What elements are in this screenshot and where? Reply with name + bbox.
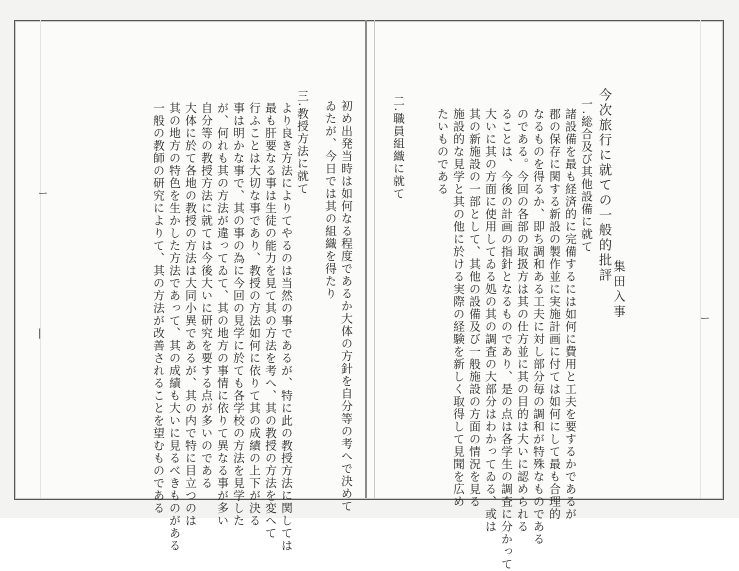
- text-line: 其の地方の特色を生かした方法であって、其の成績も大いに見るべきものがある: [168, 102, 182, 552]
- author-name: 集田入事: [612, 260, 626, 320]
- text-line: 事は明かな事で、其の事の為に今回の見学に於ても各学校の方法を見学した: [232, 102, 246, 527]
- text-line: ゐたが、今日では其の組織を得たり: [324, 100, 338, 300]
- text-line: より良き方法によりてやるのは当然の事であるが、特に此の教授方法に関しては: [280, 102, 294, 552]
- binding-mark: ー: [700, 314, 710, 325]
- text-line: 初め出発当時は如何なる程度であるか大体の方針を自分等の考へで決めて: [340, 100, 354, 513]
- text-line: 大いに其の方面に使用してゐる処の其の調査の大部分はわかってゐる、或は: [484, 108, 498, 533]
- text-line: なるものを得るか、即ち調和ある工夫に対し部分毎の調和が特殊なものである: [532, 108, 546, 546]
- page-fold: [365, 20, 367, 498]
- text-line: 行ふことは大切な事であり、教授の方法如何に依りて其の成績の上下が決る: [248, 102, 262, 527]
- binding-mark: |: [38, 328, 42, 339]
- page-fold-shadow: [374, 20, 375, 498]
- text-line: 施設的な見学と其の他に於ける実際の経験を新しく取得して見聞を広め: [452, 108, 466, 508]
- section-heading: 二.職員組織に就て: [392, 95, 406, 200]
- text-line: 諸設備を最も経済的に完備するには如何に費用と工夫を要するかであるが: [564, 108, 578, 521]
- text-line: 郡の保存に関する新設の製作並に実施計画に付ては如何にして最も合理的: [548, 108, 562, 521]
- section-heading: 一.総合及び其他設備に就て: [580, 98, 594, 253]
- text-line: のである。今回の各部の取扱方は其の仕方並に其の目的は大いに認められる: [516, 108, 530, 533]
- text-line: 其の新施設の一部として、其他の設備及び一般施設の方面の情況を見る: [468, 108, 482, 508]
- text-line: が、何れも其の方法が違ってゐて、其の地方の事情に依りて異なる事が多い: [216, 102, 230, 527]
- margin-rule-left: [40, 20, 41, 498]
- text-line: たいものである: [436, 108, 450, 196]
- text-line: 大体に於て各地の教授の方法は大同小異であるが、其の内で特に目立つのは: [184, 102, 198, 527]
- text-line: ることは、今後の計画の指針となるものであり、是の点は各学生の調査に分かって: [500, 108, 514, 571]
- text-line: 最も肝要なる事は生徒の能力を見て其の方法を考へ、其の教授の方法を変へて: [264, 102, 278, 540]
- section-heading: 三.教授方法に就て: [296, 90, 310, 195]
- text-line: 自分等の教授方法に就ては今後大いに研究を要する点が多いのである: [200, 102, 214, 490]
- document-title: 今次旅行に就ての一般的批評: [596, 88, 611, 283]
- binding-mark: ー: [38, 189, 48, 200]
- text-line: 一般の教師の研究によりて、其の方法が改善されることを望むものである: [152, 102, 166, 515]
- margin-rule-right: [700, 20, 701, 498]
